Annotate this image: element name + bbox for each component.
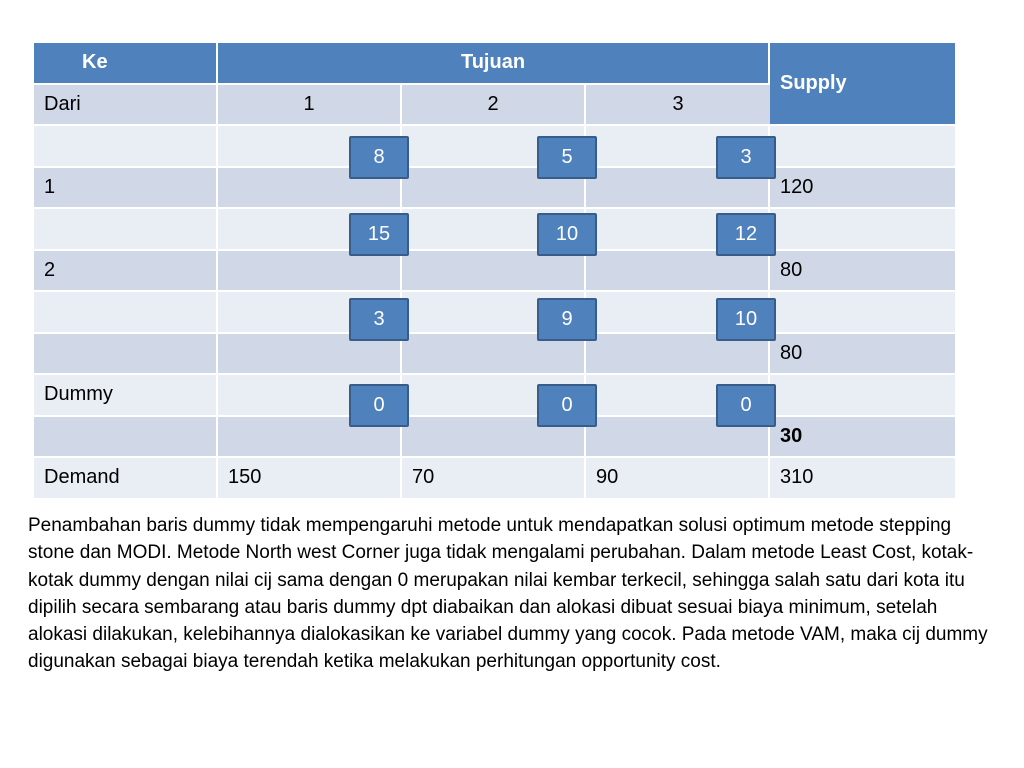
table-row: [34, 168, 955, 210]
row-label: Dummy: [34, 375, 218, 417]
subheader-dari: Dari: [34, 85, 218, 127]
table-row: [34, 417, 955, 459]
dest-1: 1: [218, 85, 402, 127]
dest-3: 3: [586, 85, 770, 127]
cost-box: 0: [349, 384, 409, 427]
cost-box: 8: [349, 136, 409, 179]
header-tujuan: Tujuan: [218, 43, 770, 85]
dest-2: 2: [402, 85, 586, 127]
demand-row: [34, 458, 955, 500]
cell: [218, 251, 402, 293]
row-supply: 80: [770, 334, 955, 376]
header-row: [34, 43, 955, 85]
row-label: [34, 334, 218, 376]
cost-box: 10: [716, 298, 776, 341]
row-label: [34, 209, 218, 251]
row-supply: 120: [770, 168, 955, 210]
demand-label: Demand: [34, 458, 218, 500]
demand-2: 70: [402, 458, 586, 500]
row-supply: [770, 209, 955, 251]
row-label: [34, 417, 218, 459]
cost-box: 9: [537, 298, 597, 341]
demand-total: 310: [770, 458, 955, 500]
cost-box: 3: [716, 136, 776, 179]
table-row: [34, 209, 955, 251]
row-supply: [770, 292, 955, 334]
cost-box: 0: [716, 384, 776, 427]
row-label: 2: [34, 251, 218, 293]
cost-box: 5: [537, 136, 597, 179]
cost-box: 10: [537, 213, 597, 256]
table-row: [34, 292, 955, 334]
cost-box: 12: [716, 213, 776, 256]
row-supply: [770, 126, 955, 168]
row-supply: 80: [770, 251, 955, 293]
table-row: [34, 126, 955, 168]
table-row: [34, 251, 955, 293]
cost-box: 0: [537, 384, 597, 427]
explanation-paragraph: Penambahan baris dummy tidak mempengaruhi metode untuk mendapatkan solusi optimum metode stepping stone dan MODI. Metode North west Corner juga tidak mengalami perubahan. Dalam metode Least Cost, kotak-kotak dummy dengan nilai cij sama dengan 0 merupakan nilai kembar terkecil, sehingga salah satu dari kota itu dipilih secara sembarang atau baris dummy dpt diabaikan dan alokasi dibuat sesuai biaya minimum, setelah alokasi dilakukan, kelebihannya dialokasikan ke variabel dummy yang cocok. Pada metode VAM, maka cij dummy digunakan sebagai biaya terendah ketika melakukan perhitungan opportunity cost.: [28, 515, 988, 673]
header-ke: Ke: [34, 43, 218, 85]
row-label: 1: [34, 168, 218, 210]
row-label: [34, 292, 218, 334]
transportation-table: [34, 43, 955, 500]
cell: [586, 251, 770, 293]
table-row: [34, 375, 955, 417]
row-label: [34, 126, 218, 168]
demand-1: 150: [218, 458, 402, 500]
demand-3: 90: [586, 458, 770, 500]
cost-box: 3: [349, 298, 409, 341]
cell: [402, 251, 586, 293]
row-supply: 30: [770, 417, 955, 459]
header-supply: Supply: [770, 43, 955, 126]
cost-box: 15: [349, 213, 409, 256]
table-row: [34, 334, 955, 376]
row-supply: [770, 375, 955, 417]
